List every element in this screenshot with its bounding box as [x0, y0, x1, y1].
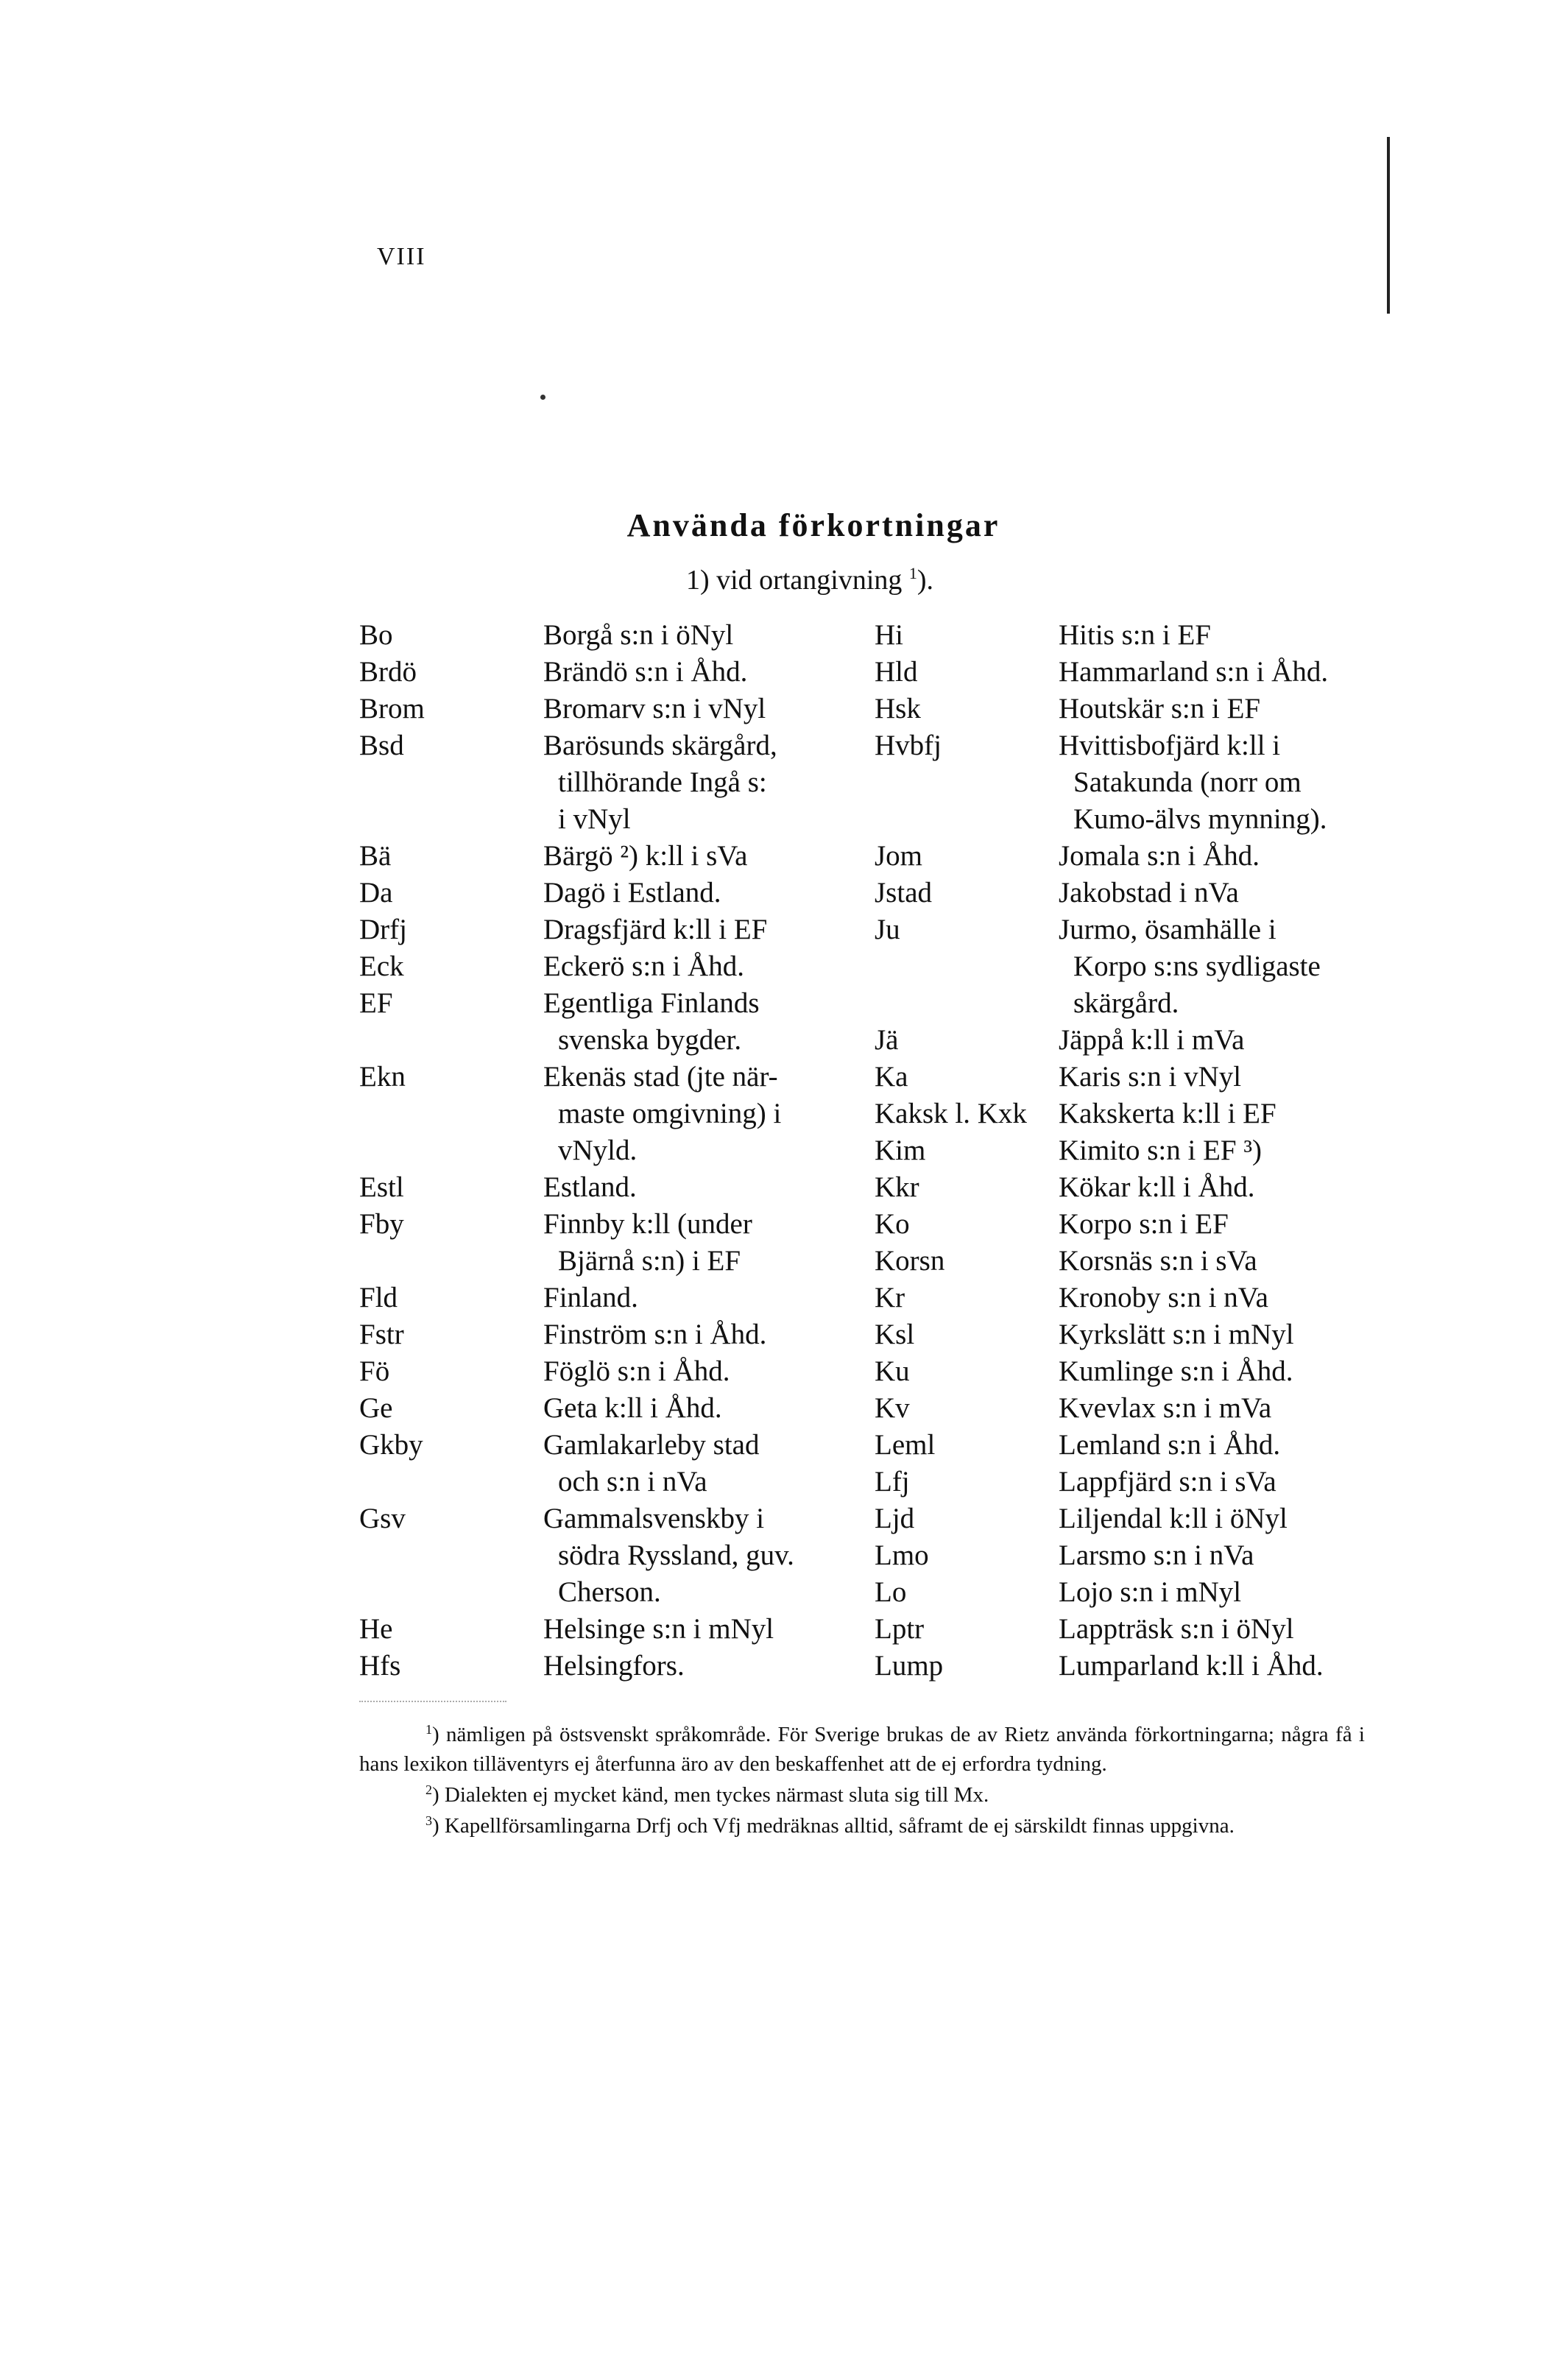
expansion-line: Kakskerta k:ll i EF [1059, 1098, 1276, 1129]
abbreviation-expansion [1059, 1500, 1368, 1537]
expansion-line: Jurmo, ösamhälle i [1059, 914, 1276, 945]
footnote-separator [359, 1701, 506, 1702]
expansion-line: Geta k:ll i Åhd. [543, 1392, 722, 1424]
footnote-text: ) Kapellförsamlingarna Drfj och Vfj medräknas alltid, såframt de ej särskildt finnas uppgivna. [432, 1814, 1235, 1838]
abbreviation: Lump [875, 1650, 944, 1682]
expansion-line: Karis s:n i vNyl [1059, 1061, 1242, 1093]
abbreviation-entry [875, 1059, 1368, 1096]
abbreviation-expansion [543, 654, 852, 691]
abbreviation: Jä [875, 1024, 899, 1056]
abbreviation: Fstr [359, 1319, 404, 1350]
abbreviation-entry [875, 1206, 1368, 1243]
expansion-line: Kumo-älvs mynning). [1073, 803, 1327, 835]
abbreviation: Hvbfj [875, 730, 942, 761]
abbreviation-expansion [543, 875, 852, 911]
abbreviation: Jom [875, 840, 923, 872]
abbreviation-expansion [1059, 691, 1368, 727]
abbreviation-entry [359, 1206, 852, 1280]
abbreviation-expansion [543, 1353, 852, 1390]
footnote-3 [359, 1811, 1365, 1841]
footnote-text: ) nämligen på östsvenskt språkområde. För Sverige brukas de av Rietz använda förkortningarna; några få i hans lexikon tilläventyrs ej återfunna äro av den beskaffenhet att de ej erfordra tydning. [359, 1723, 1365, 1776]
abbreviation-entry [875, 1353, 1368, 1390]
abbreviation-expansion [543, 1316, 852, 1353]
abbreviation-entry [359, 691, 852, 727]
subtitle-text: 1) vid ortangivning [685, 565, 903, 596]
abbreviation-expansion [1059, 1132, 1368, 1169]
expansion-line: maste omgivning) i [558, 1098, 782, 1129]
abbreviation-expansion [1059, 1243, 1368, 1280]
footnote-mark: 2 [425, 1782, 432, 1797]
abbreviation: Ku [875, 1355, 910, 1387]
abbreviation: Ge [359, 1392, 393, 1424]
abbreviation-expansion [1059, 1464, 1368, 1500]
abbreviation: Brdö [359, 656, 417, 688]
expansion-line: Lappfjärd s:n i sVa [1059, 1466, 1276, 1497]
abbreviation: Gkby [359, 1429, 423, 1461]
abbreviation: Ju [875, 914, 900, 945]
abbreviation-expansion [543, 1611, 852, 1648]
abbreviation-entry [359, 911, 852, 948]
footnote-text: ) Dialekten ej mycket känd, men tyckes närmast sluta sig till Mx. [432, 1783, 989, 1807]
expansion-line: Hammarland s:n i Åhd. [1059, 656, 1329, 688]
abbreviation: Estl [359, 1171, 404, 1203]
right-abbreviation-column [875, 617, 1368, 1685]
abbreviation-entry [875, 1611, 1368, 1648]
section-subtitle [0, 564, 1568, 596]
expansion-line: Finland. [543, 1282, 638, 1313]
abbreviation: Ljd [875, 1503, 915, 1534]
abbreviation-entry [359, 727, 852, 838]
abbreviation: Kr [875, 1282, 905, 1313]
expansion-line: Kronoby s:n i nVa [1059, 1282, 1268, 1313]
abbreviation-entry [875, 1500, 1368, 1537]
abbreviation: Bä [359, 840, 392, 872]
abbreviation-entry [359, 1390, 852, 1427]
abbreviation-entry [359, 654, 852, 691]
abbreviation-entry [359, 875, 852, 911]
abbreviation-expansion [543, 1390, 852, 1427]
abbreviation-expansion [543, 1500, 852, 1611]
abbreviation: Eck [359, 950, 404, 982]
abbreviation: He [359, 1613, 393, 1645]
subtitle-note-mark: 1 [908, 564, 917, 582]
abbreviation-expansion [543, 1427, 852, 1500]
abbreviation-expansion [1059, 1427, 1368, 1464]
expansion-line: Bärgö ²) k:ll i sVa [543, 840, 748, 872]
expansion-line: Satakunda (norr om [1073, 766, 1302, 798]
expansion-line: Bromarv s:n i vNyl [543, 693, 766, 724]
expansion-line: Kökar k:ll i Åhd. [1059, 1171, 1255, 1203]
abbreviation: Hfs [359, 1650, 401, 1682]
expansion-line: Dragsfjärd k:ll i EF [543, 914, 768, 945]
abbreviation-expansion [1059, 1206, 1368, 1243]
abbreviation: Da [359, 877, 393, 909]
abbreviation-entry [359, 1353, 852, 1390]
abbreviation-expansion [543, 985, 852, 1059]
abbreviation: Brom [359, 693, 425, 724]
abbreviation-expansion [1059, 1059, 1368, 1096]
abbreviation-expansion [1059, 1611, 1368, 1648]
expansion-line: Borgå s:n i öNyl [543, 619, 734, 651]
expansion-line: Jäppå k:ll i mVa [1059, 1024, 1245, 1056]
abbreviation: Ka [875, 1061, 908, 1093]
margin-rule [1387, 137, 1390, 314]
abbreviation: Korsn [875, 1245, 945, 1277]
expansion-line: i vNyl [558, 803, 631, 835]
expansion-line: Hvittisbofjärd k:ll i [1059, 730, 1281, 761]
abbreviation-expansion [543, 691, 852, 727]
abbreviation-expansion [543, 911, 852, 948]
expansion-line: Barösunds skärgård, [543, 730, 777, 761]
expansion-line: Lappträsk s:n i öNyl [1059, 1613, 1294, 1645]
abbreviation-entry [359, 1316, 852, 1353]
abbreviation-entry [875, 654, 1368, 691]
abbreviation: Ekn [359, 1061, 406, 1093]
abbreviation-expansion [543, 1169, 852, 1206]
abbreviation: Jstad [875, 877, 932, 909]
abbreviation-expansion [1059, 1648, 1368, 1685]
abbreviation: EF [359, 987, 393, 1019]
expansion-line: Cherson. [558, 1576, 661, 1608]
expansion-line: Kimito s:n i EF ³) [1059, 1135, 1262, 1166]
expansion-line: Hitis s:n i EF [1059, 619, 1211, 651]
abbreviation: Ksl [875, 1319, 915, 1350]
abbreviation-entry [875, 1537, 1368, 1574]
footnotes [359, 1720, 1365, 1842]
page-title: Använda förkortningar [626, 507, 1000, 543]
abbreviation-entry [359, 948, 852, 985]
abbreviation-entry [875, 1169, 1368, 1206]
abbreviation: Gsv [359, 1503, 406, 1534]
abbreviation-entry [359, 1059, 852, 1169]
expansion-line: Lojo s:n i mNyl [1059, 1576, 1242, 1608]
abbreviation-expansion [543, 1280, 852, 1316]
abbreviation-expansion [1059, 1169, 1368, 1206]
expansion-line: Lemland s:n i Åhd. [1059, 1429, 1281, 1461]
abbreviation-expansion [1059, 1390, 1368, 1427]
abbreviation-expansion [1059, 911, 1368, 1022]
abbreviation-entry [359, 1169, 852, 1206]
subtitle-after: ). [917, 565, 934, 596]
abbreviation-expansion [1059, 1353, 1368, 1390]
expansion-line: Brändö s:n i Åhd. [543, 656, 748, 688]
abbreviation-entry [875, 617, 1368, 654]
abbreviation-entry [359, 985, 852, 1059]
expansion-line: svenska bygder. [558, 1024, 742, 1056]
expansion-line: Estland. [543, 1171, 637, 1203]
expansion-line: Helsinge s:n i mNyl [543, 1613, 774, 1645]
abbreviation-expansion [543, 727, 852, 838]
abbreviation-expansion [543, 948, 852, 985]
expansion-line: Helsingfors. [543, 1650, 685, 1682]
abbreviation-expansion [1059, 875, 1368, 911]
abbreviation: Hsk [875, 693, 921, 724]
abbreviation-expansion [1059, 727, 1368, 838]
abbreviation-entry [875, 691, 1368, 727]
abbreviation: Lfj [875, 1466, 910, 1497]
abbreviation-expansion [1059, 1096, 1368, 1132]
expansion-line: tillhörande Ingå s: [558, 766, 767, 798]
abbreviation-entry [359, 1280, 852, 1316]
footnote-2 [359, 1780, 1365, 1810]
abbreviation: Fby [359, 1208, 404, 1240]
expansion-line: Kvevlax s:n i mVa [1059, 1392, 1272, 1424]
abbreviation: Fld [359, 1282, 398, 1313]
abbreviation-entry [875, 1464, 1368, 1500]
expansion-line: södra Ryssland, guv. [558, 1539, 794, 1571]
abbreviation-entry [875, 838, 1368, 875]
abbreviation-expansion [543, 1648, 852, 1685]
abbreviation-entry [875, 1427, 1368, 1464]
abbreviation: Bo [359, 619, 393, 651]
expansion-line: vNyld. [558, 1135, 638, 1166]
abbreviation: Hld [875, 656, 918, 688]
abbreviation-entry [875, 875, 1368, 911]
abbreviation-entry [875, 1243, 1368, 1280]
abbreviation-expansion [1059, 1537, 1368, 1574]
abbreviation-entry [875, 1316, 1368, 1353]
abbreviation-expansion [1059, 838, 1368, 875]
abbreviation: Ko [875, 1208, 910, 1240]
expansion-line: Larsmo s:n i nVa [1059, 1539, 1254, 1571]
abbreviation: Kkr [875, 1171, 919, 1203]
abbreviation-entry [359, 617, 852, 654]
expansion-line: Gammalsvenskby i [543, 1503, 765, 1534]
abbreviation-entry [875, 1648, 1368, 1685]
abbreviation-expansion [1059, 617, 1368, 654]
abbreviation-entry [875, 1132, 1368, 1169]
abbreviation-expansion [543, 617, 852, 654]
abbreviation: Kv [875, 1392, 910, 1424]
page-number: VIII [377, 243, 426, 270]
expansion-line: Ekenäs stad (jte när- [543, 1061, 778, 1093]
expansion-line: Bjärnå s:n) i EF [558, 1245, 741, 1277]
expansion-line: Gamlakarleby stad [543, 1429, 760, 1461]
abbreviation: Lmo [875, 1539, 929, 1571]
expansion-line: Jakobstad i nVa [1059, 877, 1239, 909]
left-abbreviation-column [359, 617, 852, 1685]
footnote-mark: 1 [425, 1722, 432, 1737]
abbreviation-entry [359, 1500, 852, 1611]
abbreviation-entry [359, 1648, 852, 1685]
expansion-line: Jomala s:n i Åhd. [1059, 840, 1260, 872]
abbreviation-expansion [543, 1206, 852, 1280]
expansion-line: Kyrkslätt s:n i mNyl [1059, 1319, 1294, 1350]
footnote-1 [359, 1720, 1365, 1779]
speck-mark [540, 395, 545, 400]
expansion-line: skärgård. [1073, 987, 1179, 1019]
expansion-line: Liljendal k:ll i öNyl [1059, 1503, 1288, 1534]
expansion-line: och s:n i nVa [558, 1466, 707, 1497]
abbreviation-entry [359, 1611, 852, 1648]
abbreviation: Drfj [359, 914, 407, 945]
expansion-line: Korsnäs s:n i sVa [1059, 1245, 1257, 1277]
expansion-line: Korpo s:ns sydligaste [1073, 950, 1321, 982]
abbreviation: Lptr [875, 1613, 925, 1645]
expansion-line: Kumlinge s:n i Åhd. [1059, 1355, 1293, 1387]
abbreviation-entry [875, 1096, 1368, 1132]
abbreviation: Leml [875, 1429, 936, 1461]
abbreviation-entry [359, 1427, 852, 1500]
expansion-line: Dagö i Estland. [543, 877, 721, 909]
abbreviation: Bsd [359, 730, 404, 761]
expansion-line: Egentliga Finlands [543, 987, 760, 1019]
abbreviation-entry [359, 838, 852, 875]
abbreviation: Kaksk l. Kxk [875, 1098, 1027, 1129]
abbreviation-entry [875, 1390, 1368, 1427]
expansion-line: Eckerö s:n i Åhd. [543, 950, 744, 982]
abbreviation: Lo [875, 1576, 907, 1608]
abbreviation-expansion [1059, 654, 1368, 691]
expansion-line: Finström s:n i Åhd. [543, 1319, 767, 1350]
abbreviation-expansion [1059, 1022, 1368, 1059]
abbreviation-expansion [1059, 1316, 1368, 1353]
abbreviation-entry [875, 1280, 1368, 1316]
abbreviation-expansion [543, 1059, 852, 1169]
footnote-mark: 3 [425, 1813, 432, 1828]
abbreviation-expansion [1059, 1280, 1368, 1316]
abbreviation: Fö [359, 1355, 390, 1387]
abbreviation: Kim [875, 1135, 926, 1166]
abbreviation-expansion [543, 838, 852, 875]
abbreviation-entry [875, 1574, 1368, 1611]
expansion-line: Finnby k:ll (under [543, 1208, 752, 1240]
abbreviation-entry [875, 727, 1368, 838]
abbreviation-entry [875, 1022, 1368, 1059]
expansion-line: Houtskär s:n i EF [1059, 693, 1261, 724]
expansion-line: Föglö s:n i Åhd. [543, 1355, 730, 1387]
expansion-line: Lumparland k:ll i Åhd. [1059, 1650, 1324, 1682]
abbreviation: Hi [875, 619, 903, 651]
abbreviation-expansion [1059, 1574, 1368, 1611]
abbreviation-entry [875, 911, 1368, 1022]
expansion-line: Korpo s:n i EF [1059, 1208, 1229, 1240]
